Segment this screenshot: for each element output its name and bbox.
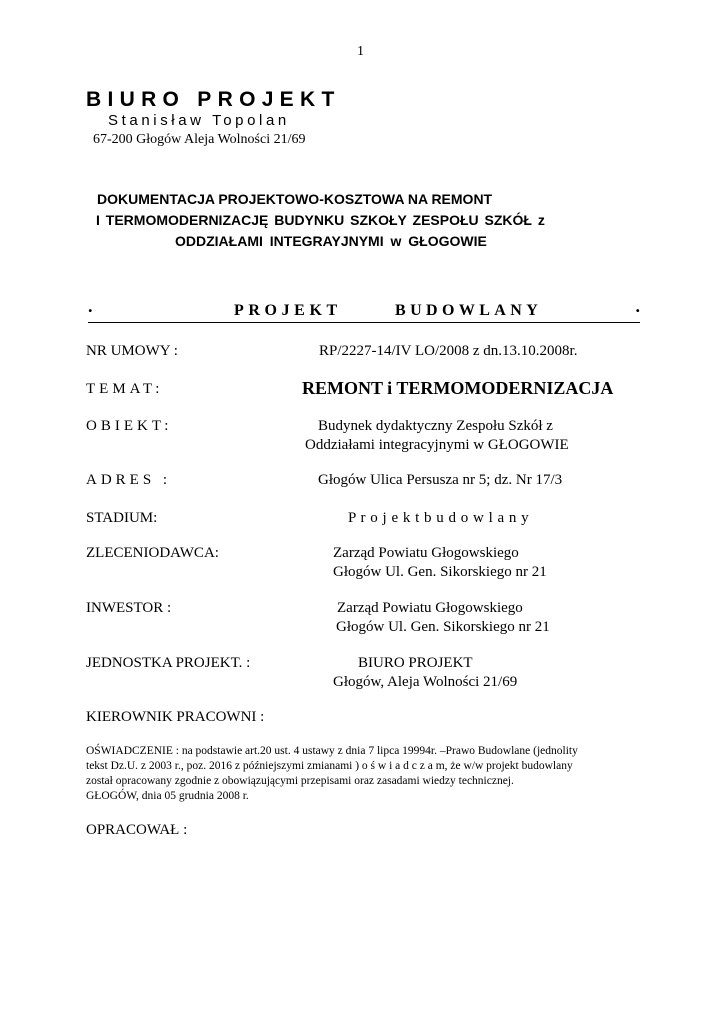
obiekt-label: OBIEKT:: [86, 418, 173, 434]
zleceniodawca-value-line-2: Głogów Ul. Gen. Sikorskiego nr 21: [333, 564, 547, 580]
opracowal-label: OPRACOWAŁ :: [86, 822, 188, 838]
jednostka-label: JEDNOSTKA PROJEKT. :: [86, 655, 251, 671]
document-title-line-1: DOKUMENTACJA PROJEKTOWO-KOSZTOWA NA REMONT: [97, 191, 493, 207]
obiekt-value-line-1: Budynek dydaktyczny Zespołu Szkół z: [318, 418, 553, 434]
nr-umowy-value: RP/2227-14/IV LO/2008 z dn.13.10.2008r.: [319, 343, 578, 359]
stadium-label: STADIUM:: [86, 510, 158, 526]
project-heading-dot-right: .: [635, 296, 640, 316]
declaration-line-1: OŚWIADCZENIE : na podstawie art.20 ust. 4 ustawy z dnia 7 lipca 19994r. –Prawo Budowlane (jednolity: [86, 745, 578, 757]
nr-umowy-label: NR UMOWY :: [86, 343, 178, 359]
zleceniodawca-label: ZLECENIODAWCA:: [86, 545, 219, 561]
project-heading-dot-left: .: [88, 296, 93, 316]
temat-label: TEMAT:: [86, 381, 164, 397]
page-number: 1: [357, 44, 364, 59]
adres-label: ADRES :: [86, 472, 172, 488]
declaration-line-2: tekst Dz.U. z 2003 r., poz. 2016 z późniejszymi zmianami ) o ś w i a d c z a m, że w/w projekt budowlany: [86, 760, 573, 772]
inwestor-value-line-1: Zarząd Powiatu Głogowskiego: [337, 600, 523, 616]
document-title-line-2: I TERMOMODERNIZACJĘ BUDYNKU SZKOŁY ZESPOŁU SZKÓŁ z: [96, 212, 545, 228]
declaration-line-4: GŁOGÓW, dnia 05 grudnia 2008 r.: [86, 790, 249, 802]
document-title-line-3: ODDZIAŁAMI INTEGRAYJNYMI w GŁOGOWIE: [175, 233, 487, 249]
obiekt-value-line-2: Oddziałami integracyjnymi w GŁOGOWIE: [305, 437, 569, 453]
jednostka-value-line-1: BIURO PROJEKT: [358, 655, 473, 671]
inwestor-label: INWESTOR :: [86, 600, 172, 616]
declaration-line-3: został opracowany zgodnie z obowiązującymi przepisami oraz zasadami wiedzy technicznej.: [86, 775, 514, 787]
zleceniodawca-value-line-1: Zarząd Powiatu Głogowskiego: [333, 545, 519, 561]
jednostka-value-line-2: Głogów, Aleja Wolności 21/69: [333, 674, 518, 690]
owner-name: Stanisław Topolan: [108, 112, 290, 129]
company-name: BIURO PROJEKT: [86, 88, 341, 111]
inwestor-value-line-2: Głogów Ul. Gen. Sikorskiego nr 21: [336, 619, 550, 635]
project-heading: [88, 296, 640, 323]
temat-value: REMONT i TERMOMODERNIZACJA: [302, 378, 614, 398]
kierownik-label: KIEROWNIK PRACOWNI :: [86, 709, 265, 725]
project-heading-word-2: BUDOWLANY: [395, 302, 543, 319]
stadium-value: P r o j e k t b u d o w l a n y: [348, 510, 529, 526]
adres-value: Głogów Ulica Persusza nr 5; dz. Nr 17/3: [318, 472, 563, 488]
project-heading-word-1: PROJEKT: [234, 302, 342, 319]
company-address: 67-200 Głogów Aleja Wolności 21/69: [93, 132, 306, 147]
